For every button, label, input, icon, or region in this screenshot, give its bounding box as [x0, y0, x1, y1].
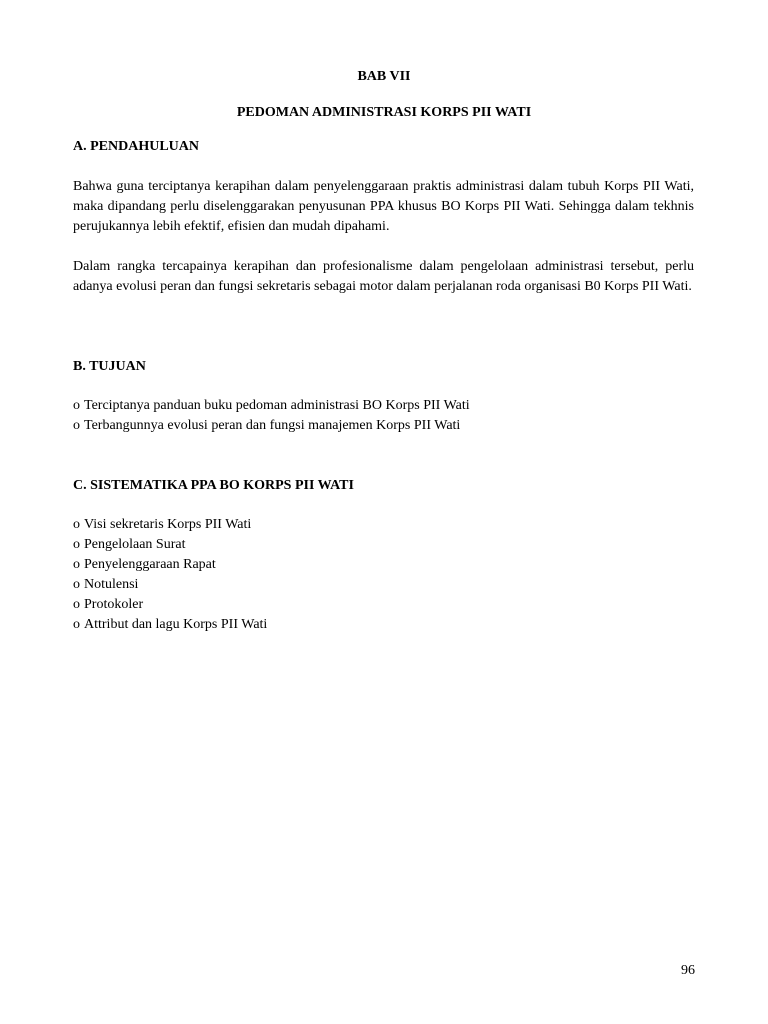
list-item: [73, 535, 267, 555]
list-item-text: Penyelenggaraan Rapat: [84, 557, 216, 572]
list-item-text: Terciptanya panduan buku pedoman administrasi BO Korps PII Wati: [84, 398, 470, 413]
section-a-paragraph-1: Bahwa guna terciptanya kerapihan dalam penyelenggaraan praktis administrasi dalam tubuh Korps PII Wati, maka dipandang perlu diselenggarakan penyusunan PPA khusus BO Korps PII Wati. Sehingga dalam tekhnis perujukannya lebih efektif, efisien dan mudah dipahami.: [73, 179, 694, 234]
list-item: [73, 515, 267, 535]
list-item: [73, 555, 267, 575]
bullet-marker: o: [73, 418, 80, 433]
list-item-text: Pengelolaan Surat: [84, 537, 186, 552]
bullet-marker: o: [73, 617, 80, 632]
list-item: [73, 396, 470, 416]
list-item-text: Visi sekretaris Korps PII Wati: [84, 517, 252, 532]
list-item: [73, 595, 267, 615]
bullet-marker: o: [73, 398, 80, 413]
list-item: [73, 575, 267, 595]
list-item: [73, 615, 267, 635]
section-c-list: [73, 515, 267, 635]
section-b-list: [73, 396, 470, 436]
page-number: 96: [681, 963, 695, 978]
document-title: PEDOMAN ADMINISTRASI KORPS PII WATI: [236, 105, 532, 120]
section-a-paragraph-2: Dalam rangka tercapainya kerapihan dan profesionalisme dalam pengelolaan administrasi tersebut, perlu adanya evolusi peran dan fungsi sekretaris sebagai motor dalam perjalanan roda organisasi B0 Korps PII Wati.: [73, 259, 694, 294]
list-item-text: Protokoler: [84, 597, 144, 612]
list-item-text: Notulensi: [84, 577, 139, 592]
section-c-heading: C. SISTEMATIKA PPA BO KORPS PII WATI: [73, 478, 354, 493]
bullet-marker: o: [73, 517, 80, 532]
bullet-marker: o: [73, 557, 80, 572]
bullet-marker: o: [73, 577, 80, 592]
bullet-marker: o: [73, 597, 80, 612]
list-item: [73, 416, 470, 436]
section-b-heading: B. TUJUAN: [73, 359, 146, 374]
section-a-heading: A. PENDAHULUAN: [73, 139, 199, 154]
list-item-text: Terbangunnya evolusi peran dan fungsi manajemen Korps PII Wati: [84, 418, 461, 433]
list-item-text: Attribut dan lagu Korps PII Wati: [84, 617, 268, 632]
chapter-label: BAB VII: [357, 69, 411, 84]
bullet-marker: o: [73, 537, 80, 552]
